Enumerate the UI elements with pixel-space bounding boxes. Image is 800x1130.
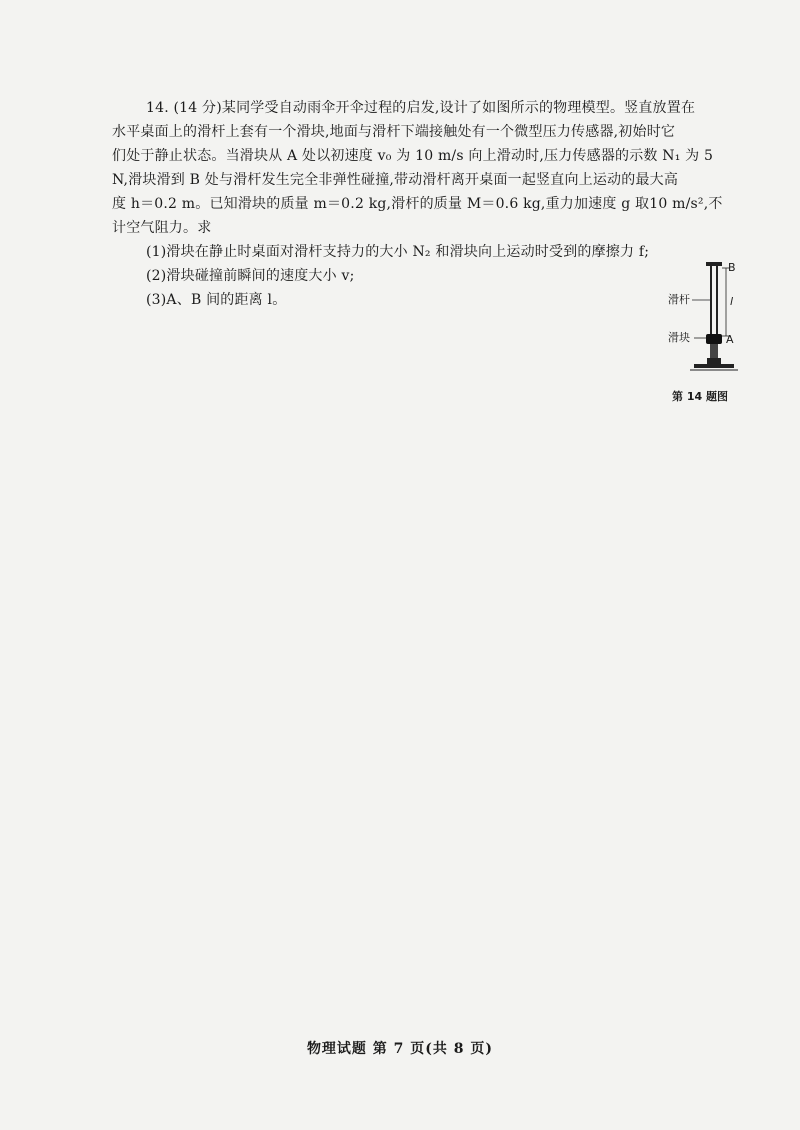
label-a: A xyxy=(726,333,734,346)
figure-caption: 第 14 题图 xyxy=(672,390,728,403)
rod-diagram xyxy=(668,258,778,388)
sub-question-2: (2)滑块碰撞前瞬间的速度大小 v; xyxy=(146,268,355,284)
question-line: 度 h＝0.2 m。已知滑块的质量 m＝0.2 kg,滑杆的质量 M＝0.6 kg,重力加速度 g 取10 m/s²,不 xyxy=(112,196,723,212)
question-line: 计空气阻力。求 xyxy=(112,220,212,236)
sub-question-3: (3)A、B 间的距离 l。 xyxy=(146,292,287,308)
page-footer: 物理试题 第 7 页(共 8 页) xyxy=(306,1041,494,1057)
label-b: B xyxy=(728,261,736,274)
table-top xyxy=(694,364,734,368)
rod-lower xyxy=(710,344,718,358)
label-block: 滑块 xyxy=(668,331,690,344)
label-rod: 滑杆 xyxy=(668,293,690,306)
sub-question-1: (1)滑块在静止时桌面对滑杆支持力的大小 N₂ 和滑块向上运动时受到的摩擦力 f; xyxy=(146,244,650,260)
question-line: N,滑块滑到 B 处与滑杆发生完全非弹性碰撞,带动滑杆离开桌面一起竖直向上运动的最大高 xyxy=(112,172,679,188)
slider-block xyxy=(706,334,722,344)
question-line: 水平桌面上的滑杆上套有一个滑块,地面与滑杆下端接触处有一个微型压力传感器,初始时它 xyxy=(112,124,676,140)
question-line: 们处于静止状态。当滑块从 A 处以初速度 v₀ 为 10 m/s 向上滑动时,压力传感器的示数 N₁ 为 5 xyxy=(112,148,714,164)
pressure-sensor xyxy=(707,358,721,364)
question-line: 14. (14 分)某同学受自动雨伞开伞过程的启发,设计了如图所示的物理模型。竖直放置在 xyxy=(146,100,696,116)
rod-top-cap xyxy=(706,262,722,266)
label-l: l xyxy=(730,295,734,308)
question-14 xyxy=(112,96,738,312)
figure-14 xyxy=(668,258,778,408)
